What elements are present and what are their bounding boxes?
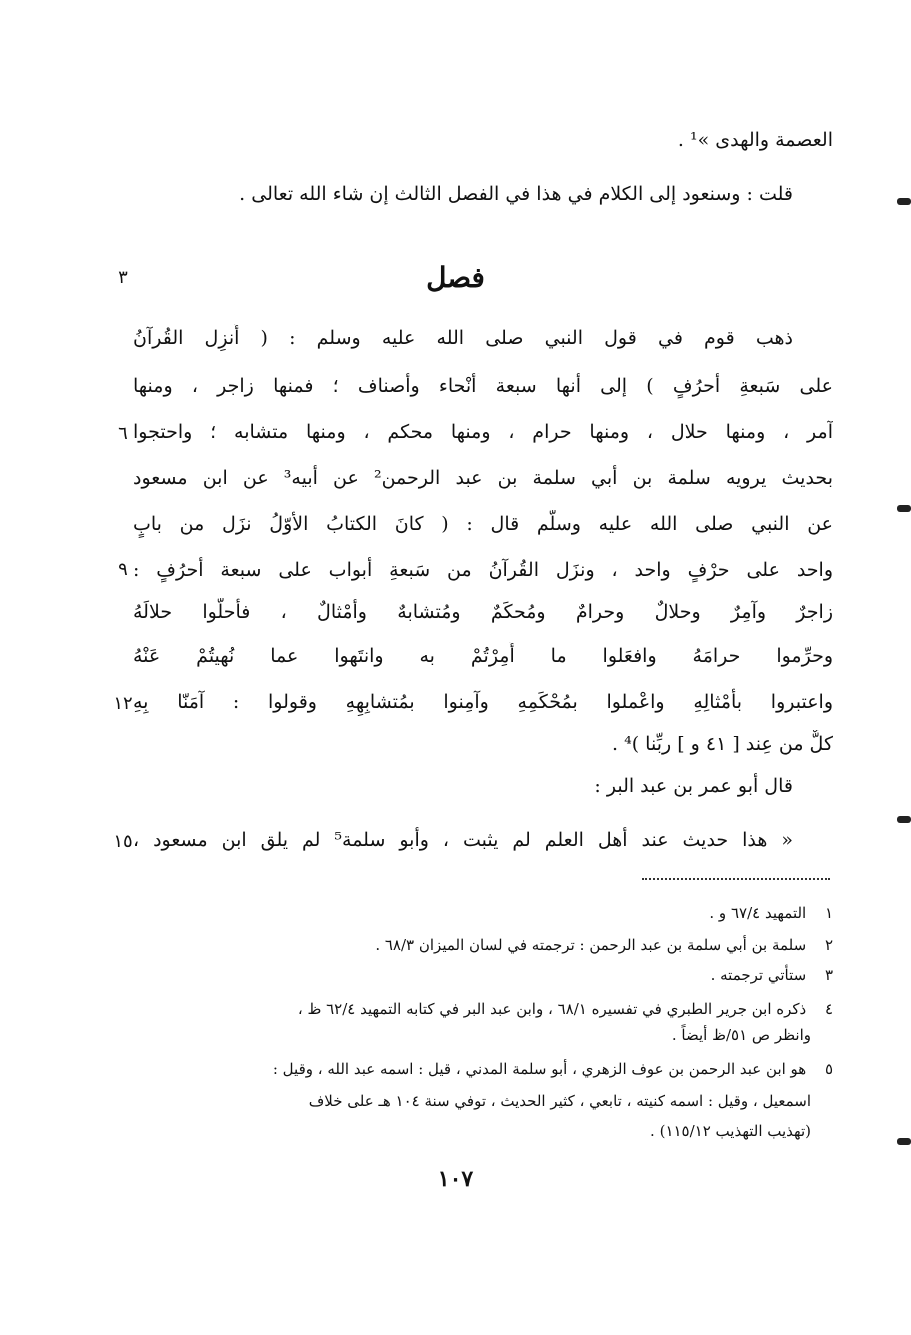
line-number-9: ٩ xyxy=(118,559,128,580)
page-number: ١٠٧ xyxy=(437,1166,474,1192)
footnote-5-continuation-2: (تهذيب التهذيب ١١٥/١٢) . xyxy=(650,1122,811,1140)
body-line-3: ذهب قوم في قول النبي صلى الله عليه وسلم : ( أُنزِل القُرآنُ xyxy=(133,327,793,349)
footnote-5-continuation-1: اسمعيل ، وقيل : اسمه كنيته ، تابعي ، كثير الحديث ، توفي سنة ١٠٤ هـ على خلاف xyxy=(308,1092,811,1110)
line-number-3: ٣ xyxy=(118,267,128,288)
body-line-5: آمر ، ومنها حلال ، ومنها حرام ، ومنها محكم ، ومنها متشابه ؛ واحتجوا xyxy=(133,421,833,443)
footnote-number: ٢ xyxy=(824,936,833,954)
body-line-6: بحديث يرويه سلمة بن أبي سلمة بن عبد الرحمن² عن أبيه³ عن ابن مسعود xyxy=(133,467,833,489)
body-line-13: قال أبو عمر بن عبد البر : xyxy=(594,775,793,797)
body-line-10: وحرِّموا حرامَهُ وافعَلوا ما أُمِرْتُمْ به وانتَهوا عما نُهيتُمْ عَنْهُ xyxy=(133,645,833,667)
footnote-number: ٣ xyxy=(824,966,833,984)
line-number-12: ١٢ xyxy=(113,693,133,714)
footnote-number: ١ xyxy=(824,904,833,922)
scan-mark xyxy=(897,1138,911,1145)
footnote-3 xyxy=(113,964,833,986)
line-number-6: ٦ xyxy=(118,423,128,444)
body-line-9: زاجرٌ وآمِرٌ وحلالٌ وحرامٌ ومُحكَمٌ ومُتشابهٌ وأمْثالٌ ، فأحلّوا حلالَهُ xyxy=(133,601,833,623)
body-line-14: « هذا حديث عند أهل العلم لم يثبت ، وأبو سلمة⁵ لم يلق ابن مسعود ، xyxy=(133,829,793,851)
footnote-text: ستأتي ترجمته . xyxy=(710,966,807,984)
footnote-1 xyxy=(113,902,833,924)
body-line-8: واحد على حرْفٍ واحد ، ونزَل القُرآنُ من سَبعةِ أبواب على سبعة أحرُفٍ : xyxy=(133,559,833,581)
section-heading: فصل xyxy=(426,261,485,294)
footnote-text: سلمة بن أبي سلمة بن عبد الرحمن : ترجمته في لسان الميزان ٦٨/٣ . xyxy=(375,936,807,954)
line-number-15: ١٥ xyxy=(113,831,133,852)
scan-mark xyxy=(897,505,911,512)
body-line-4: على سَبعةِ أحرُفٍ ) إلى أنها سبعة أنْحاء وأصناف ؛ فمنها زاجر ، ومنها xyxy=(133,375,833,397)
footnote-4 xyxy=(113,998,833,1020)
scan-mark xyxy=(897,198,911,205)
scan-mark xyxy=(897,816,911,823)
body-line-12: كلٌّ من عِند [ ٤١ و ] ربِّنا )⁴ . xyxy=(612,733,833,755)
footnote-separator xyxy=(642,878,830,880)
footnote-text: هو ابن عبد الرحمن بن عوف الزهري ، أبو سلمة المدني ، قيل : اسمه عبد الله ، وقيل : xyxy=(272,1060,807,1078)
footnote-4-continuation: وانظر ص ٥١/ظ أيضاً . xyxy=(671,1026,811,1044)
body-line-11: واعتبروا بأمْثالِهِ واعْملوا بمُحْكَمِهِ وآمِنوا بمُتشابِهِهِ وقولوا : آمَنّا بِهِ xyxy=(133,691,833,713)
body-line-7: عن النبي صلى الله عليه وسلّم قال : ( كانَ الكتابُ الأوّلُ نزَل من بابٍ xyxy=(133,513,833,535)
footnote-text: ذكره ابن جرير الطبري في تفسيره ٦٨/١ ، وابن عبد البر في كتابه التمهيد ٦٢/٤ ظ ، xyxy=(297,1000,807,1018)
body-line-2: قلت : وسنعود إلى الكلام في هذا في الفصل الثالث إن شاء الله تعالى . xyxy=(239,183,793,205)
footnote-number: ٥ xyxy=(824,1060,833,1078)
footnote-2 xyxy=(113,934,833,956)
footnote-text: التمهيد ٦٧/٤ و . xyxy=(709,904,807,922)
footnote-number: ٤ xyxy=(824,1000,833,1018)
footnote-5 xyxy=(113,1058,833,1080)
body-line-1: العصمة والهدى »¹ . xyxy=(677,129,833,151)
